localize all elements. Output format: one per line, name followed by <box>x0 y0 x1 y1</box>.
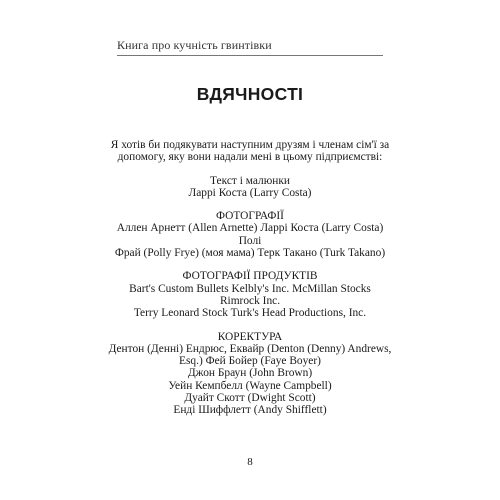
credit-line: Енді Шиффлетт (Andy Shifflett) <box>173 404 327 417</box>
page-title: ВДЯЧНОСТІ <box>196 84 304 104</box>
credit-line: Аллен Арнетт (Allen Arnette) Ларрі Коста (Larry Costa) Полі <box>116 222 384 247</box>
spacer <box>108 320 392 331</box>
running-header: Книга про кучність гвинтівки <box>117 38 272 52</box>
credit-line: Фрай (Polly Frye) (моя мама) Терк Такано (Turk Takano) <box>114 247 386 260</box>
credit-line: Esq.) Фей Бойер (Faye Boyer) <box>179 355 321 368</box>
intro-line: Я хотів би подякувати наступним друзям і членам сім'ї за <box>110 139 390 151</box>
section-product-photographs <box>108 270 392 319</box>
page-number: 8 <box>247 456 253 468</box>
spacer <box>108 259 392 270</box>
section-photographs <box>108 210 392 259</box>
section-text-and-drawings <box>108 175 392 200</box>
section-heading: КОРЕКТУРА <box>217 330 283 343</box>
spacer <box>108 164 392 175</box>
section-heading: Текст і малюнки <box>210 174 290 187</box>
credit-line: Джон Браун (John Brown) <box>187 367 313 380</box>
credit-line: Terry Leonard Stock Turk's Head Productions, Inc. <box>133 307 367 320</box>
intro-paragraph <box>108 139 392 164</box>
acknowledgements-body <box>108 139 392 417</box>
section-proofreading <box>108 331 392 417</box>
section-heading: ФОТОГРАФІЇ ПРОДУКТІВ <box>182 270 318 283</box>
credit-line: Ларрі Коста (Larry Costa) <box>188 186 312 199</box>
credit-line: Дуайт Скотт (Dwight Scott) <box>184 392 316 405</box>
intro-line: допомогу, яку вони надали мені в цьому підприємстві: <box>117 151 383 164</box>
header-rule <box>117 55 383 56</box>
credit-line: Уейн Кемпбелл (Wayne Campbell) <box>168 379 332 392</box>
credit-line: Bart's Custom Bullets Kelbly's Inc. McMillan Stocks Rimrock Inc. <box>129 282 371 307</box>
spacer <box>108 199 392 210</box>
section-heading: ФОТОГРАФІЇ <box>216 210 284 223</box>
credit-line: Дентон (Денні) Ендрюс, Еквайр (Denton (Denny) Andrews, <box>108 342 392 355</box>
